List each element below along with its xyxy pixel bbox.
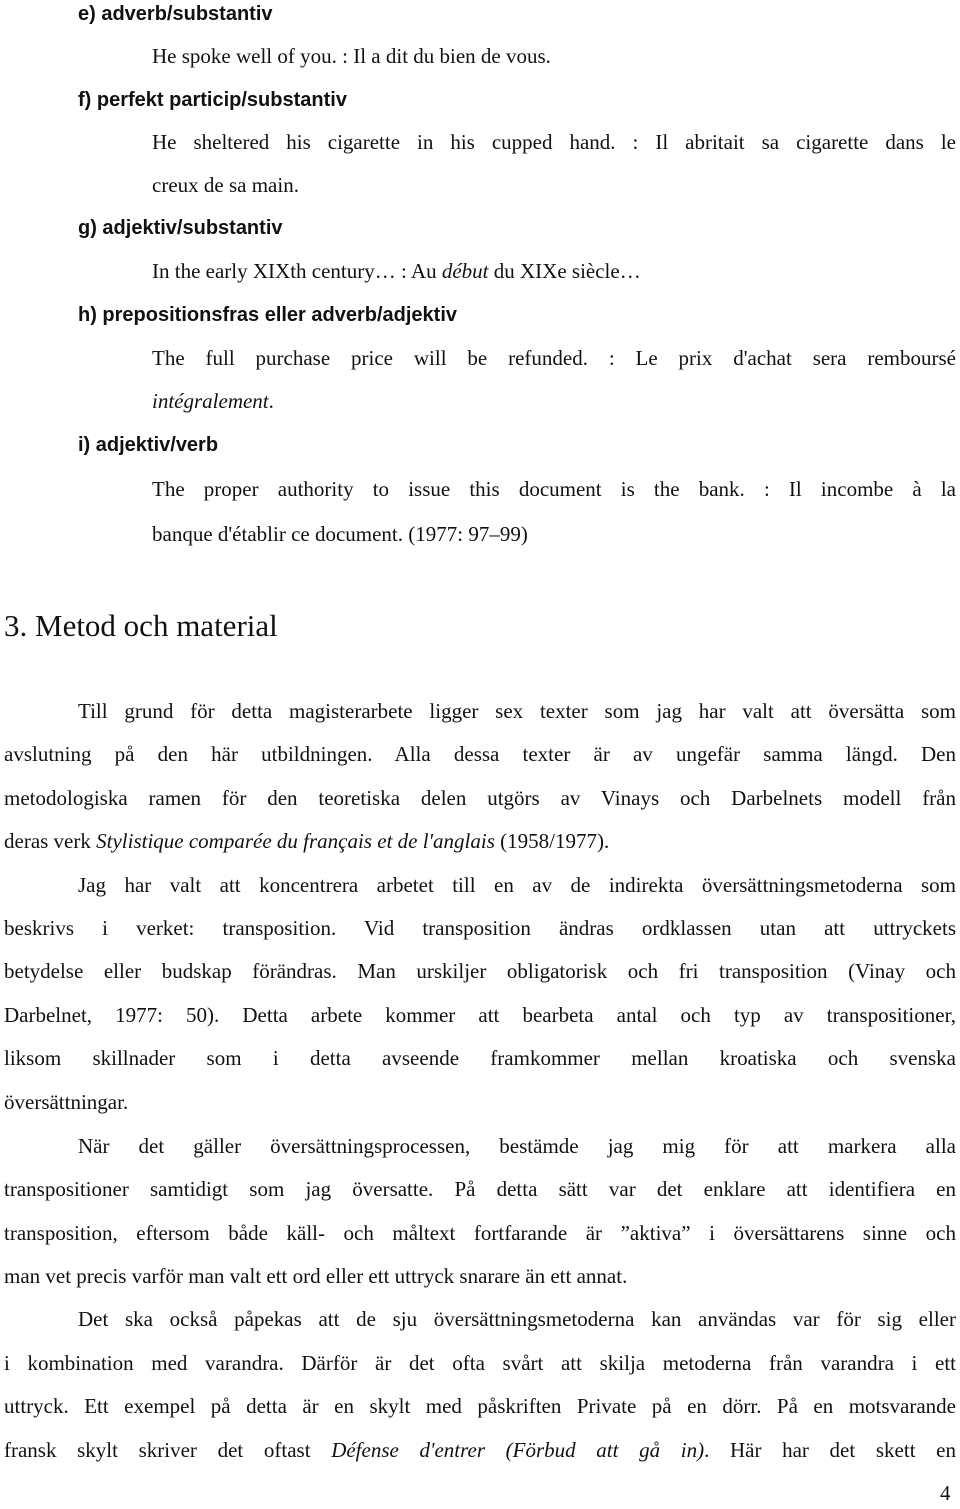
example-heading-e: e) adverb/substantiv — [78, 3, 273, 25]
p1-line-4 — [4, 827, 609, 855]
p4-line-4 — [4, 1436, 956, 1464]
p2-line-2: beskrivs i verket: transposition. Vid transposition ändras ordklassen utan att uttryckets — [4, 916, 956, 940]
p4-line-3: uttryck. Ett exempel på detta är en skylt med påskriften Private på en dörr. På en motsvarande — [4, 1394, 956, 1418]
p4-line-4-pre: fransk skylt skriver det oftast — [4, 1438, 332, 1462]
example-heading-i: i) adjektiv/verb — [78, 434, 219, 456]
example-f-line-2: creux de sa main. — [152, 173, 299, 197]
page-number: 4 — [940, 1481, 951, 1505]
p2-line-1: Jag har valt att koncentrera arbetet till en av de indirekta översättningsmetoderna som — [78, 873, 956, 897]
p2-line-6: översättningar. — [4, 1090, 129, 1114]
p2-line-5: liksom skillnader som i detta avseende framkommer mellan kroatiska och svenska — [4, 1046, 956, 1070]
example-g-italic: début — [441, 259, 489, 283]
p2-line-3: betydelse eller budskap förändras. Man urskiljer obligatorisk och fri transposition (Vinay och — [4, 959, 956, 983]
example-i-line-1: The proper authority to issue this document is the bank. : Il incombe à la — [152, 477, 956, 501]
p4-line-4-post: . Här har det skett en — [704, 1438, 956, 1462]
p4-line-1: Det ska också påpekas att de sju översättningsmetoderna kan användas var för sig eller — [78, 1307, 956, 1331]
section-title: 3. Metod och material — [4, 608, 278, 643]
p1-line-2: avslutning på den här utbildningen. Alla dessa texter är av ungefär samma längd. Den — [4, 742, 956, 766]
p2-line-4: Darbelnet, 1977: 50). Detta arbete kommer att bearbeta antal och typ av transpositioner, — [4, 1003, 956, 1027]
example-i-line-2: banque d'établir ce document. (1977: 97–99) — [152, 522, 528, 546]
p3-line-1: När det gäller översättningsprocessen, bestämde jag mig för att markera alla — [78, 1134, 956, 1158]
example-e: He spoke well of you. : Il a dit du bien de vous. — [152, 44, 551, 68]
p4-line-2: i kombination med varandra. Därför är det ofta svårt att skilja metoderna från varandra i ett — [4, 1351, 956, 1375]
p1-line-3: metodologiska ramen för den teoretiska delen utgörs av Vinays och Darbelnets modell från — [4, 786, 956, 810]
p1-line-1: Till grund för detta magisterarbete ligger sex texter som jag har valt att översätta som — [78, 699, 956, 723]
example-g-pre: In the early XIXth century… : Au — [152, 259, 442, 283]
example-g-post: du XIXe siècle… — [488, 259, 641, 283]
example-f-line-1: He sheltered his cigarette in his cupped hand. : Il abritait sa cigarette dans le — [152, 130, 956, 154]
p4-line-4-italic: Défense d'entrer (Förbud att gå in) — [331, 1438, 705, 1462]
p3-line-3: transposition, eftersom både käll- och måltext fortfarande är ”aktiva” i översättarens sinne och — [4, 1221, 956, 1245]
p3-line-4: man vet precis varför man valt ett ord eller ett uttryck snarare än ett annat. — [4, 1264, 628, 1288]
example-heading-h: h) prepositionsfras eller adverb/adjektiv — [78, 304, 458, 326]
example-g — [152, 257, 641, 285]
p1-line-4-pre: deras verk — [4, 829, 97, 853]
example-heading-g: g) adjektiv/substantiv — [78, 217, 283, 239]
example-h-line-1: The full purchase price will be refunded. : Le prix d'achat sera remboursé — [152, 346, 956, 370]
p1-line-4-post: (1958/1977). — [494, 829, 610, 853]
example-h-post: . — [268, 389, 274, 413]
p3-line-2: transpositioner samtidigt som jag översatte. På detta sätt var det enklare att identifiera en — [4, 1177, 956, 1201]
example-h-line-2 — [152, 387, 274, 415]
example-h-italic: intégralement — [152, 389, 269, 413]
example-heading-f: f) perfekt particip/substantiv — [78, 89, 347, 111]
p1-book-title: Stylistique comparée du français et de l'anglais — [96, 829, 495, 853]
